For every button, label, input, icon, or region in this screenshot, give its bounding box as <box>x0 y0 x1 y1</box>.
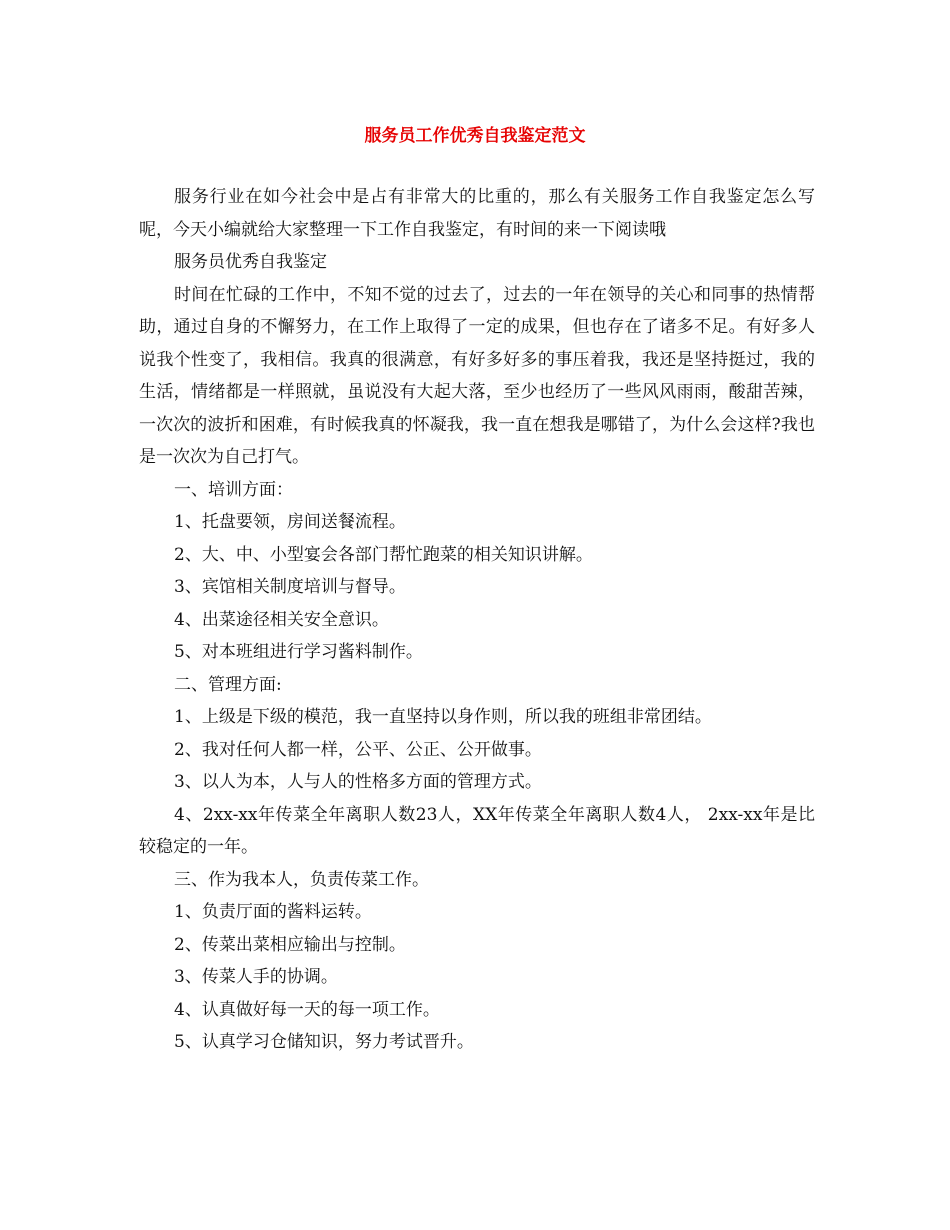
list-item: 5、对本班组进行学习酱料制作。 <box>174 642 423 662</box>
list-item: 3、传菜人手的协调。 <box>174 967 338 987</box>
list-item: 2、大、中、小型宴会各部门帮忙跑菜的相关知识讲解。 <box>174 544 593 565</box>
list-item: 3、宾馆相关制度培训与督导。 <box>174 577 406 597</box>
list-item: 2、传菜出菜相应输出与控制。 <box>174 934 406 955</box>
list-item: 4、2xx-xx年传菜全年离职人数23人，XX年传菜全年离职人数4人， 2xx-xx年是比较稳定的一年。 <box>139 804 815 857</box>
document-body <box>139 181 815 1059</box>
list-item: 1、负责厅面的酱料运转。 <box>174 902 372 922</box>
heading-training: 一、培训方面： <box>174 479 293 500</box>
list-item: 1、托盘要领，房间送餐流程。 <box>174 512 406 532</box>
list-item: 1、上级是下级的模范，我一直坚持以身作则，所以我的班组非常团结。 <box>174 707 712 727</box>
heading-personal: 三、作为我本人，负责传菜工作。 <box>174 869 429 890</box>
list-item: 2、我对任何人都一样，公平、公正、公开做事。 <box>174 739 542 760</box>
summary-paragraph: 时间在忙碌的工作中，不知不觉的过去了，过去的一年在领导的关心和同事的热情帮助，通过自身的不懈努力，在工作上取得了一定的成果，但也存在了诸多不足。有好多人说我个性变了，我相信。我真的很满意，有好多好多的事压着我，我还是坚持挺过，我的生活，情绪都是一样照就，虽说没有大起大落，至少也经历了一些风风雨雨，酸甜苦辣，一次次的波折和困难，有时候我真的怀凝我，我一直在想我是哪错了，为什么会这样?我也是一次次为自己打气。 <box>139 284 815 467</box>
list-item: 3、以人为本，人与人的性格多方面的管理方式。 <box>174 772 542 792</box>
document-title: 服务员工作优秀自我鉴定范文 <box>364 126 586 146</box>
list-item: 4、出菜途径相关安全意识。 <box>174 609 389 630</box>
heading-management: 二、管理方面: <box>174 674 282 695</box>
intro-paragraph: 服务行业在如今社会中是占有非常大的比重的，那么有关服务工作自我鉴定怎么写呢，今天小编就给大家整理一下工作自我鉴定，有时间的来一下阅读哦 <box>139 187 815 240</box>
section-subtitle: 服务员优秀自我鉴定 <box>174 252 327 272</box>
list-item: 4、认真做好每一天的每一项工作。 <box>174 999 440 1020</box>
list-item: 5、认真学习仓储知识，努力考试晋升。 <box>174 1032 474 1052</box>
